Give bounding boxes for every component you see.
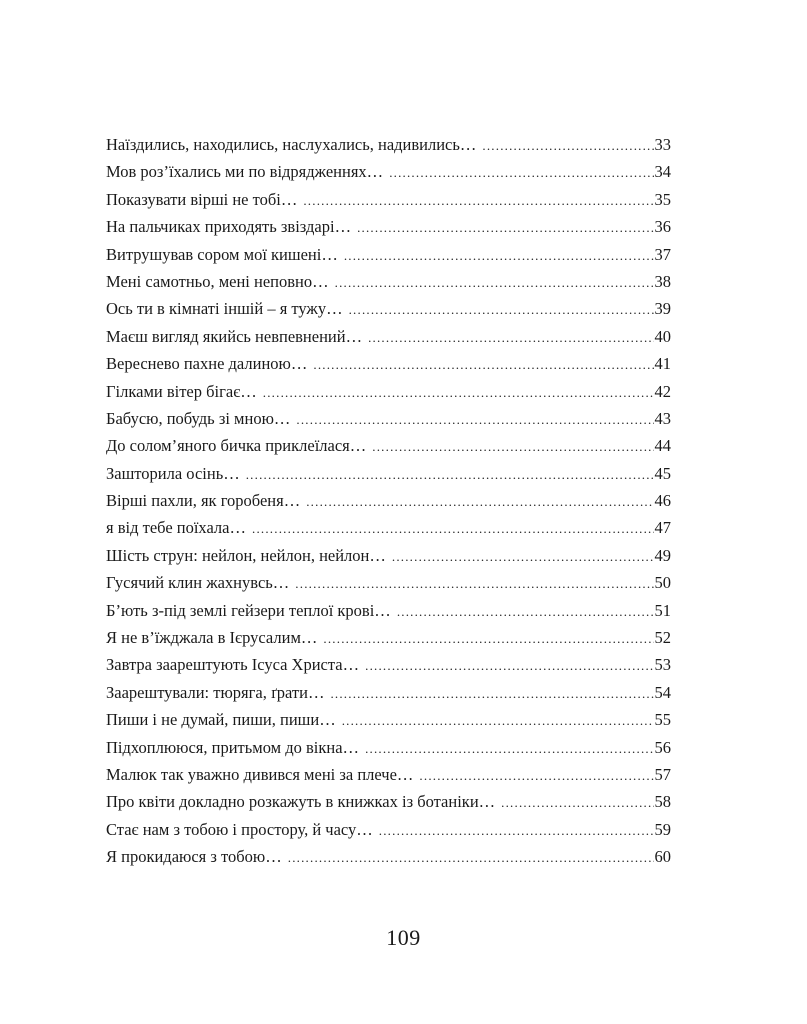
toc-dot-leader <box>263 379 654 406</box>
table-of-contents <box>106 131 671 871</box>
toc-entry-title: Вірші пахли, як горобеня… <box>106 491 301 511</box>
toc-dot-leader <box>342 707 654 734</box>
toc-entry-page: 55 <box>654 710 671 730</box>
toc-entry-title: Малюк так уважно дивився мені за плече… <box>106 764 414 784</box>
toc-entry[interactable] <box>106 158 671 185</box>
toc-dot-leader <box>397 598 654 625</box>
toc-dot-leader <box>482 132 653 159</box>
toc-dot-leader <box>419 762 653 789</box>
toc-entry-title: Завтра заарештують Ісуса Христа… <box>106 655 360 675</box>
toc-entry-page: 47 <box>654 518 671 538</box>
toc-dot-leader <box>296 406 653 433</box>
toc-dot-leader <box>306 488 653 515</box>
toc-dot-leader <box>295 570 653 597</box>
toc-entry[interactable] <box>106 460 671 487</box>
toc-entry-title: Показувати вірші не тобі… <box>106 189 298 209</box>
toc-entry-page: 45 <box>654 463 671 483</box>
toc-entry[interactable] <box>106 131 671 158</box>
toc-entry-title: Підхоплююся, притьмом до вікна… <box>106 737 360 757</box>
toc-entry-title: Я не в’їжджала в Ієрусалим… <box>106 628 318 648</box>
toc-entry[interactable] <box>106 761 671 788</box>
toc-entry-title: Зашторила осінь… <box>106 463 240 483</box>
toc-entry-page: 34 <box>654 162 671 182</box>
toc-dot-leader <box>389 159 653 186</box>
toc-entry[interactable] <box>106 432 671 459</box>
toc-entry-page: 35 <box>654 189 671 209</box>
toc-entry[interactable] <box>106 569 671 596</box>
toc-entry-title: До солом’яного бичка приклеїлася… <box>106 436 367 456</box>
toc-entry-title: Гусячий клин жахнувсь… <box>106 573 290 593</box>
toc-dot-leader <box>365 735 653 762</box>
toc-entry-page: 50 <box>654 573 671 593</box>
toc-entry-page: 56 <box>654 737 671 757</box>
toc-entry[interactable] <box>106 597 671 624</box>
toc-entry-page: 51 <box>654 600 671 620</box>
toc-entry-title: Пиши і не думай, пиши, пиши… <box>106 710 336 730</box>
toc-entry[interactable] <box>106 295 671 322</box>
toc-entry-page: 43 <box>654 408 671 428</box>
toc-entry-page: 38 <box>654 271 671 291</box>
toc-entry-title: я від тебе поїхала… <box>106 518 246 538</box>
toc-entry-page: 60 <box>654 847 671 867</box>
toc-entry-page: 33 <box>654 135 671 154</box>
toc-entry[interactable] <box>106 378 671 405</box>
toc-entry-page: 59 <box>654 819 671 839</box>
toc-entry[interactable] <box>106 487 671 514</box>
toc-entry[interactable] <box>106 542 671 569</box>
toc-dot-leader <box>392 543 654 570</box>
toc-entry-page: 37 <box>654 244 671 264</box>
toc-dot-leader <box>303 187 653 214</box>
toc-entry-title: Ось ти в кімнаті іншій – я тужу… <box>106 299 343 319</box>
toc-entry[interactable] <box>106 350 671 377</box>
toc-dot-leader <box>368 324 653 351</box>
toc-dot-leader <box>330 680 653 707</box>
toc-entry-title: Про квіти докладно розкажуть в книжках із ботаніки… <box>106 792 496 812</box>
toc-entry-title: Мені самотньо, мені неповно… <box>106 271 329 291</box>
toc-entry[interactable] <box>106 323 671 350</box>
toc-entry-title: Шість струн: нейлон, нейлон, нейлон… <box>106 545 386 565</box>
toc-entry[interactable] <box>106 241 671 268</box>
toc-entry-page: 52 <box>654 628 671 648</box>
toc-entry-title: Маєш вигляд якийсь невпевнений… <box>106 326 363 346</box>
toc-dot-leader <box>357 214 653 241</box>
toc-entry[interactable] <box>106 268 671 295</box>
toc-entry-title: Гілками вітер бігає… <box>106 381 257 401</box>
toc-dot-leader <box>323 625 653 652</box>
toc-dot-leader <box>365 652 653 679</box>
toc-entry[interactable] <box>106 186 671 213</box>
toc-entry-page: 40 <box>654 326 671 346</box>
toc-entry[interactable] <box>106 651 671 678</box>
toc-entry-page: 54 <box>654 682 671 702</box>
toc-entry-page: 44 <box>654 436 671 456</box>
toc-dot-leader <box>344 242 654 269</box>
page-number: 109 <box>386 925 421 950</box>
toc-entry-title: Я прокидаюся з тобою… <box>106 847 282 867</box>
toc-entry-page: 41 <box>654 354 671 374</box>
toc-entry-title: Заарештували: тюряга, ґрати… <box>106 682 325 702</box>
toc-entry[interactable] <box>106 679 671 706</box>
toc-entry-title: Б’ють з-під землі гейзери теплої крові… <box>106 600 391 620</box>
toc-entry[interactable] <box>106 734 671 761</box>
toc-entry-page: 49 <box>654 545 671 565</box>
toc-entry-page: 58 <box>654 792 671 812</box>
toc-entry[interactable] <box>106 514 671 541</box>
toc-dot-leader <box>252 515 654 542</box>
toc-entry[interactable] <box>106 706 671 733</box>
toc-entry-title: Бабусю, побудь зі мною… <box>106 408 291 428</box>
toc-entry[interactable] <box>106 816 671 843</box>
toc-dot-leader <box>349 296 654 323</box>
toc-dot-leader <box>288 844 654 871</box>
toc-entry-title: Наїздились, находились, наслухались, надивились… <box>106 135 477 154</box>
toc-entry-title: Витрушував сором мої кишені… <box>106 244 338 264</box>
toc-dot-leader <box>501 789 653 816</box>
toc-dot-leader <box>372 433 653 460</box>
toc-entry[interactable] <box>106 843 671 870</box>
toc-entry-page: 39 <box>654 299 671 319</box>
toc-entry-page: 57 <box>654 764 671 784</box>
toc-dot-leader <box>379 817 654 844</box>
toc-entry-title: Мов роз’їхались ми по відрядженнях… <box>106 162 384 182</box>
toc-entry[interactable] <box>106 213 671 240</box>
toc-dot-leader <box>335 269 654 296</box>
toc-entry-title: На пальчиках приходять звіздарі… <box>106 217 352 237</box>
toc-dot-leader <box>313 351 653 378</box>
toc-dot-leader <box>246 461 654 488</box>
toc-entry-page: 36 <box>654 217 671 237</box>
toc-entry-page: 42 <box>654 381 671 401</box>
toc-entry-title: Вереснево пахне далиною… <box>106 354 308 374</box>
toc-entry[interactable] <box>106 788 671 815</box>
toc-entry-title: Стає нам з тобою і простору, й часу… <box>106 819 373 839</box>
toc-entry-page: 53 <box>654 655 671 675</box>
toc-entry-page: 46 <box>654 491 671 511</box>
toc-entry[interactable] <box>106 405 671 432</box>
toc-entry[interactable] <box>106 624 671 651</box>
